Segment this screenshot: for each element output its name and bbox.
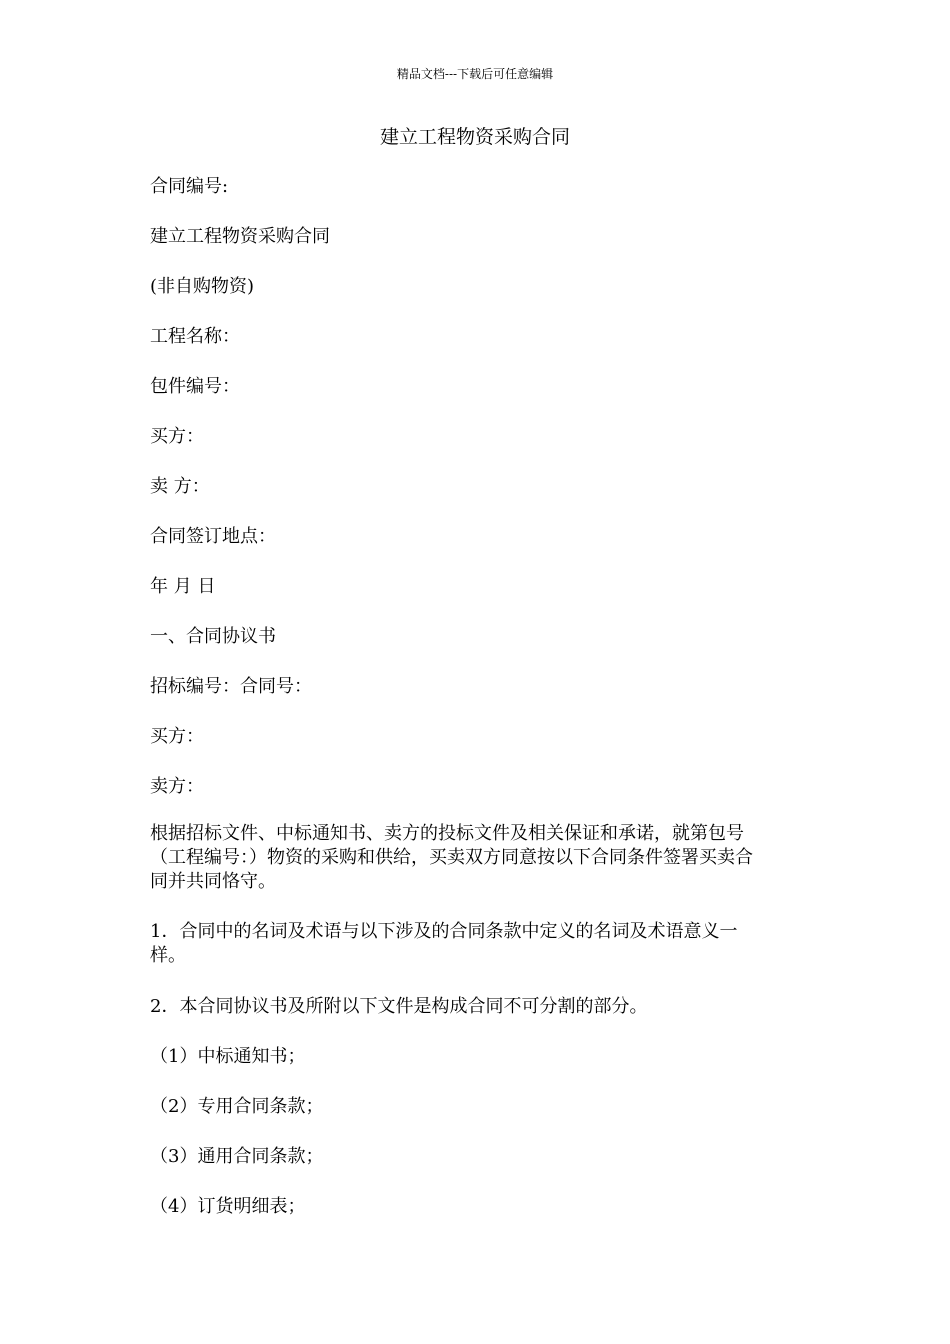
date-line: 年 月 日	[150, 576, 216, 597]
tender-contract-number: 招标编号：合同号：	[150, 676, 312, 697]
non-self-purchase-note: (非自购物资)	[150, 276, 255, 297]
document-title: 建立工程物资采购合同	[379, 126, 570, 148]
header-note: 精品文档---下载后可任意编辑	[396, 67, 554, 81]
signing-place-label: 合同签订地点：	[150, 526, 276, 547]
seller-label-2: 卖方：	[150, 776, 204, 797]
package-number-label: 包件编号：	[150, 376, 240, 397]
intro-paragraph-line: 根据招标文件、中标通知书、卖方的投标文件及相关保证和承诺，就第包号	[150, 823, 744, 844]
intro-paragraph-line: 同并共同恪守。	[150, 871, 276, 892]
list-item: （4）订货明细表；	[150, 1196, 306, 1217]
clause-1	[150, 920, 810, 968]
list-item: （1）中标通知书；	[150, 1046, 306, 1067]
clause-2: 2．本合同协议书及所附以下文件是构成合同不可分割的部分。	[150, 996, 648, 1017]
buyer-label: 买方：	[150, 426, 204, 447]
document-subtitle: 建立工程物资采购合同	[150, 226, 330, 247]
seller-label: 卖 方：	[150, 476, 210, 497]
contract-number-label: 合同编号:	[150, 176, 229, 197]
intro-paragraph-line: （工程编号：）物资的采购和供给，买卖双方同意按以下合同条件签署买卖合	[150, 847, 753, 868]
section-heading: 一、合同协议书	[150, 626, 276, 647]
buyer-label-2: 买方：	[150, 726, 204, 747]
list-item: （2）专用合同条款；	[150, 1096, 324, 1117]
clause-1-line: 1．合同中的名词及术语与以下涉及的合同条款中定义的名词及术语意义一	[150, 921, 738, 942]
list-item: （3）通用合同条款；	[150, 1146, 324, 1167]
project-name-label: 工程名称：	[150, 326, 240, 347]
clause-1-line: 样。	[150, 945, 186, 966]
intro-paragraph	[150, 822, 810, 894]
